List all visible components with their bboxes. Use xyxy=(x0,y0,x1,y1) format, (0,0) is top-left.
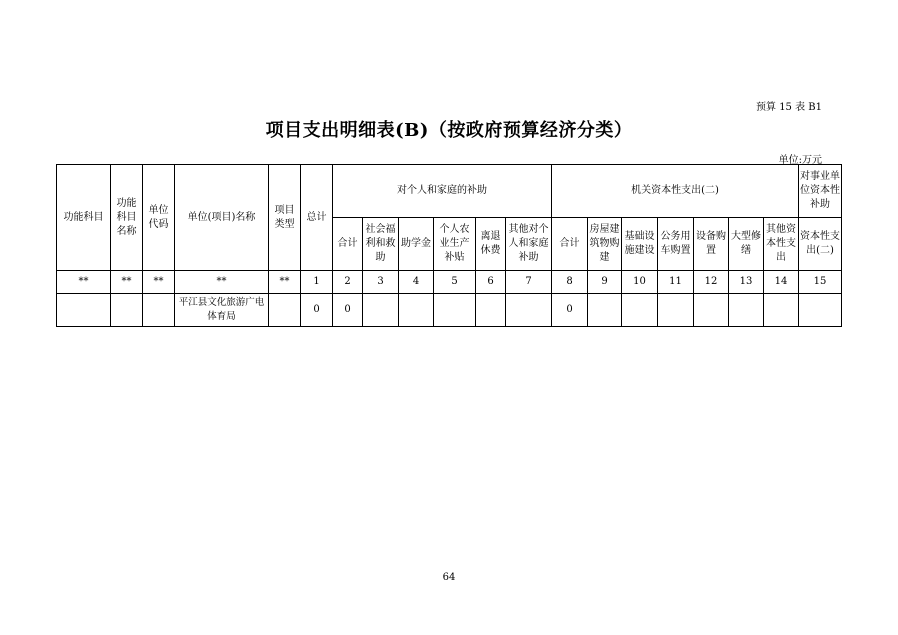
header-major-repair: 大型修缮 xyxy=(729,218,764,271)
serial-row xyxy=(57,271,842,294)
serial-cell: 4 xyxy=(399,271,434,294)
serial-cell: 12 xyxy=(694,271,729,294)
serial-cell: 6 xyxy=(476,271,506,294)
cell-empty xyxy=(506,294,552,327)
cell-empty xyxy=(799,294,842,327)
header-household-total: 合计 xyxy=(333,218,363,271)
serial-cell: 7 xyxy=(506,271,552,294)
header-group-household: 对个人和家庭的补助 xyxy=(333,165,552,218)
serial-cell: 1 xyxy=(301,271,333,294)
cell-capital-total: 0 xyxy=(552,294,588,327)
serial-cell: 9 xyxy=(588,271,622,294)
cell-unit-code xyxy=(143,294,175,327)
header-project-type: 项目类型 xyxy=(269,165,301,271)
header-enterprise-capital: 资本性支出(二) xyxy=(799,218,842,271)
cell-empty xyxy=(622,294,658,327)
header-row-group xyxy=(57,165,842,218)
cell-empty xyxy=(694,294,729,327)
cell-unit-name: 平江县文化旅游广电体育局 xyxy=(175,294,269,327)
cell-empty xyxy=(434,294,476,327)
cell-empty xyxy=(658,294,694,327)
serial-cell: 14 xyxy=(764,271,799,294)
cell-empty xyxy=(399,294,434,327)
serial-cell: ** xyxy=(111,271,143,294)
header-infrastructure: 基础设施建设 xyxy=(622,218,658,271)
header-other-household: 其他对个人和家庭补助 xyxy=(506,218,552,271)
header-func-subject-name: 功能科目名称 xyxy=(111,165,143,271)
header-other-capital: 其他资本性支出 xyxy=(764,218,799,271)
serial-cell: 2 xyxy=(333,271,363,294)
serial-cell: 8 xyxy=(552,271,588,294)
table-row xyxy=(57,294,842,327)
cell-empty xyxy=(476,294,506,327)
serial-cell: ** xyxy=(175,271,269,294)
header-capital-total: 合计 xyxy=(552,218,588,271)
header-unit-code: 单位代码 xyxy=(143,165,175,271)
header-func-subject: 功能科目 xyxy=(57,165,111,271)
cell-empty xyxy=(588,294,622,327)
serial-cell: 5 xyxy=(434,271,476,294)
page-number: 64 xyxy=(442,572,456,583)
header-total: 总计 xyxy=(301,165,333,271)
header-equipment: 设备购置 xyxy=(694,218,729,271)
cell-empty xyxy=(764,294,799,327)
cell-empty xyxy=(363,294,399,327)
header-social-welfare: 社会福利和救助 xyxy=(363,218,399,271)
unit-label: 单位:万元 xyxy=(778,155,822,166)
header-group-capital: 机关资本性支出(二) xyxy=(552,165,799,218)
serial-cell: ** xyxy=(57,271,111,294)
serial-cell: 15 xyxy=(799,271,842,294)
header-group-enterprise: 对事业单位资本性补助 xyxy=(799,165,842,218)
serial-cell: 10 xyxy=(622,271,658,294)
header-retirement: 离退休费 xyxy=(476,218,506,271)
form-code: 预算 15 表 B1 xyxy=(756,102,822,113)
page-title: 项目支出明细表(B)（按政府预算经济分类） xyxy=(265,120,633,141)
cell-empty xyxy=(729,294,764,327)
cell-func-subject-name xyxy=(111,294,143,327)
serial-cell: ** xyxy=(143,271,175,294)
cell-project-type xyxy=(269,294,301,327)
serial-cell: 13 xyxy=(729,271,764,294)
header-building-purchase: 房屋建筑物购建 xyxy=(588,218,622,271)
serial-cell: ** xyxy=(269,271,301,294)
cell-household-total: 0 xyxy=(333,294,363,327)
serial-cell: 3 xyxy=(363,271,399,294)
header-unit-project-name: 单位(项目)名称 xyxy=(175,165,269,271)
header-official-car: 公务用车购置 xyxy=(658,218,694,271)
serial-cell: 11 xyxy=(658,271,694,294)
header-student-aid: 助学金 xyxy=(399,218,434,271)
cell-total: 0 xyxy=(301,294,333,327)
budget-table xyxy=(56,164,842,327)
cell-func-subject xyxy=(57,294,111,327)
header-farm-subsidy: 个人农业生产补贴 xyxy=(434,218,476,271)
